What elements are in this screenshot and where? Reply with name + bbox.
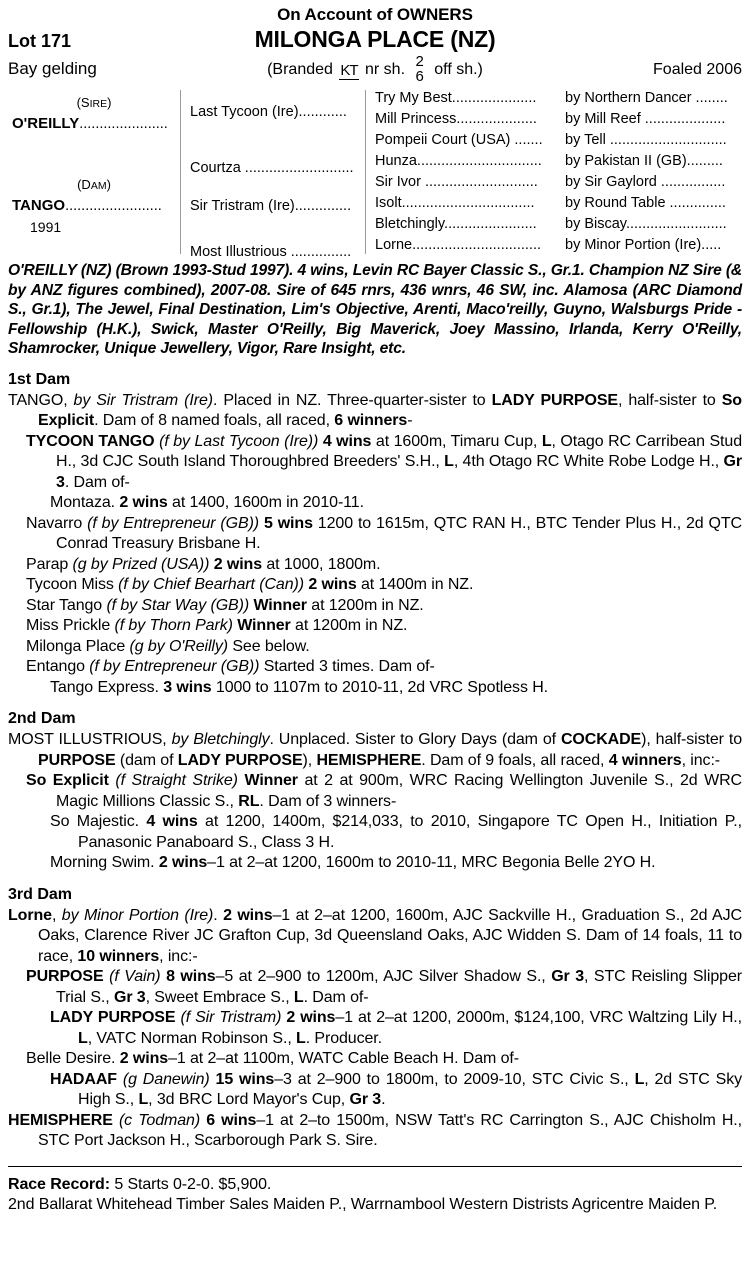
gen4-entry: by Tell ............................. bbox=[565, 132, 727, 148]
pedigree-entry: HEMISPHERE (c Todman) 6 wins–1 at 2–to 1500m, NSW Tatt's RC Carrington S., AJC Chisholm H., STC Port Jackson H., Scarborough Park S. Sire. bbox=[8, 1111, 742, 1149]
dam-year: 1991 bbox=[30, 219, 62, 235]
pedigree-col-gen4 bbox=[555, 88, 742, 256]
pedigree-col-gen2 bbox=[180, 88, 365, 260]
pedigree-entry: Entango (f by Entrepreneur (GB)) Started 3 times. Dam of- bbox=[26, 658, 435, 675]
colour-sex: Bay gelding bbox=[8, 59, 97, 78]
brand-mark-icon: KT bbox=[340, 62, 358, 79]
gen4-entry: by Northern Dancer ........ bbox=[565, 90, 728, 106]
foaled-year: Foaled 2006 bbox=[653, 61, 742, 78]
pedigree-gen2-cell bbox=[180, 130, 365, 176]
pedigree-entry: Montaza. 2 wins at 1400, 1600m in 2010-11. bbox=[50, 494, 364, 511]
brand-denominator: 6 bbox=[415, 68, 424, 85]
pedigree-entry: MOST ILLUSTRIOUS, by Bletchingly. Unplaced. Sister to Glory Days (dam of COCKADE), half-sister to PURPOSE (dam of LADY PURPOSE), HEMISPHERE. Dam of 9 foals, all raced, 4 winners, inc:- bbox=[8, 731, 742, 769]
pedigree-entry: Morning Swim. 2 wins–1 at 2–at 1200, 1600m to 2010-11, MRC Begonia Belle 2YO H. bbox=[50, 854, 656, 871]
dam-heading: 3rd Dam bbox=[8, 885, 73, 903]
branded-near-shoulder: nr sh. bbox=[365, 61, 406, 78]
gen4-entry: by Mill Reef .................... bbox=[565, 111, 726, 127]
branded-prefix: (Branded bbox=[267, 61, 333, 78]
pedigree-entry: Belle Desire. 2 wins–1 at 2–at 1100m, WATC Cable Beach H. Dam of- bbox=[26, 1050, 519, 1067]
sire-summary: O'REILLY (NZ) (Brown 1993-Stud 1997). 4 wins, Levin RC Bayer Classic S., Gr.1. Champion NZ Sire (& by ANZ figures combined), 2007-08. Sire of 645 rnrs, 436 wnrs, 46 SW, inc. Alamosa (ARC Diamond S., Gr.1), The Jewel, Final Destination, Lim's Objective, Arenti, Maco'reilly, Guyno, Walsburgs Pride - Fellowship (H.K.), Swick, Master O'Reilly, Big Maverick, Joey Massino, Irlanda, Kerry O'Reilly, Shamrocker, Unique Jewellery, Vigor, Rare Insight, etc. bbox=[8, 262, 742, 357]
pedigree-dam-cell bbox=[8, 172, 180, 256]
race-record-summary-line bbox=[8, 1175, 742, 1196]
pedigree-entry: Parap (g by Prized (USA)) 2 wins at 1000, 1800m. bbox=[26, 555, 381, 573]
dam-body bbox=[8, 391, 742, 699]
pedigree-entry: Navarro (f by Entrepreneur (GB)) 5 wins 1200 to 1615m, QTC RAN H., BTC Tender Plus H., 2d QTC Conrad Treasury Brisbane H. bbox=[26, 514, 742, 552]
pedigree-entry: PURPOSE (f Vain) 8 wins–5 at 2–900 to 1200m, AJC Silver Shadow S., Gr 3, STC Reisling Slipper Trial S., Gr 3, Sweet Embrace S., L. Dam of- bbox=[26, 968, 742, 1006]
sire-dots: ...................... bbox=[79, 116, 168, 132]
dam-dots: ........................ bbox=[65, 198, 162, 214]
lot-number: Lot 171 bbox=[8, 31, 72, 51]
branded-off-shoulder: off sh.) bbox=[434, 61, 483, 78]
pedigree-gen2-cell bbox=[180, 214, 365, 260]
gen2-entry: Last Tycoon (Ire)............ bbox=[190, 104, 347, 120]
dam-name: TANGO bbox=[12, 197, 66, 214]
gen4-entry: by Minor Portion (Ire)..... bbox=[565, 237, 722, 253]
pedigree-entry: Tango Express. 3 wins 1000 to 1107m to 2010-11, 2d VRC Spotless H. bbox=[50, 678, 548, 696]
header-row-details bbox=[8, 54, 742, 84]
pedigree-gen2-cell bbox=[180, 172, 365, 214]
sire-label: (SIRE) bbox=[76, 95, 112, 110]
gen4-entry: by Sir Gaylord ................ bbox=[565, 174, 726, 190]
gen3-entry: Hunza............................... bbox=[375, 153, 542, 169]
race-record-placings: 2nd Ballarat Whitehead Timber Sales Maiden P., Warrnambool Western Distrists Agricentre Maiden P. bbox=[8, 1196, 718, 1213]
race-record-summary: 5 Starts 0-2-0. $5,900. bbox=[114, 1175, 272, 1193]
pedigree-entry: LADY PURPOSE (f Sir Tristram) 2 wins–1 at 2–at 1200, 2000m, $124,100, VRC Waltzing Lily H., L, VATC Norman Robinson S., L. Producer. bbox=[50, 1009, 742, 1047]
gen3-entry: Pompeii Court (USA) ....... bbox=[375, 132, 543, 148]
gen3-entry: Lorne................................ bbox=[375, 237, 541, 253]
section-divider bbox=[8, 1166, 742, 1167]
gen3-entry: Bletchingly....................... bbox=[375, 216, 537, 232]
gen4-entry: by Biscay......................... bbox=[565, 216, 727, 232]
dam-body bbox=[8, 730, 742, 874]
dam-heading: 2nd Dam bbox=[8, 710, 76, 727]
gen3-entry: Mill Princess.................... bbox=[375, 111, 537, 127]
brand-number-stack bbox=[415, 54, 423, 84]
gen4-entry: by Pakistan II (GB)......... bbox=[565, 153, 723, 169]
pedigree-entry: Lorne, by Minor Portion (Ire). 2 wins–1 at 2–at 1200, 1600m, AJC Sackville H., Graduation S., 2d AJC Oaks, Clarence River JC Grafton Cup, 3d Queensland Oaks, AJC Widden S. Dam of 14 foals, 11 to race, 10 winners, inc:- bbox=[8, 906, 742, 965]
race-record-label: Race Record: bbox=[8, 1175, 110, 1193]
pedigree-entry: TANGO, by Sir Tristram (Ire). Placed in NZ. Three-quarter-sister to LADY PURPOSE, half-sister to So Explicit. Dam of 8 named foals, all raced, 6 winners- bbox=[8, 391, 742, 429]
gen3-entry: Isolt................................. bbox=[375, 195, 535, 211]
brand-numerator: 2 bbox=[415, 53, 424, 70]
dam-sections bbox=[8, 369, 742, 1152]
dam-body bbox=[8, 906, 742, 1152]
pedigree-entry: HADAAF (g Danewin) 15 wins–3 at 2–900 to 1800m, to 2009-10, STC Civic S., L, 2d STC Sky High S., L, 3d BRC Lord Mayor's Cup, Gr 3. bbox=[50, 1070, 742, 1108]
pedigree-entry: TYCOON TANGO (f by Last Tycoon (Ire)) 4 wins at 1600m, Timaru Cup, L, Otago RC Carribean Stud H., 3d CJC South Island Thoroughbred Breeders' S.H., L, 4th Otago RC White Robe Lodge H., Gr 3. Dam of- bbox=[26, 432, 742, 491]
horse-name: MILONGA PLACE (NZ) bbox=[254, 26, 496, 52]
pedigree-entry: Star Tango (f by Star Way (GB)) Winner at 1200m in NZ. bbox=[26, 596, 424, 614]
header-row-name bbox=[8, 25, 742, 54]
race-record bbox=[8, 1175, 742, 1216]
dam-heading: 1st Dam bbox=[8, 370, 71, 388]
pedigree-entry: Tycoon Miss (f by Chief Bearhart (Can)) 2 wins at 1400m in NZ. bbox=[26, 576, 474, 593]
gen2-entry: Courtza ........................... bbox=[190, 160, 354, 176]
sire-name: O'REILLY bbox=[12, 115, 80, 132]
pedigree-col-gen3 bbox=[365, 88, 555, 256]
gen2-entry: Most Illustrious ............... bbox=[190, 244, 352, 260]
pedigree-entry: So Majestic. 4 wins at 1200, 1400m, $214,033, to 2010, Singapore TC Open H., Initiation P., Panasonic Panaboard S., Class 3 H. bbox=[50, 813, 742, 851]
gen3-entry: Try My Best..................... bbox=[375, 90, 537, 106]
pedigree-entry: So Explicit (f Straight Strike) Winner at 2 at 900m, WRC Racing Wellington Juvenile S., 2d WRC Magic Millions Classic S., RL. Dam of 3 winners- bbox=[26, 772, 742, 810]
pedigree-gen2-cell bbox=[180, 88, 365, 130]
dam-label: (DAM) bbox=[77, 177, 111, 192]
pedigree-entry: Milonga Place (g by O'Reilly) See below. bbox=[26, 637, 310, 655]
gen3-entry: Sir Ivor ............................ bbox=[375, 174, 538, 190]
gen4-entry: by Round Table .............. bbox=[565, 195, 726, 211]
pedigree-divider-2 bbox=[365, 90, 366, 254]
pedigree-table bbox=[8, 88, 742, 260]
gen2-entry: Sir Tristram (Ire).............. bbox=[190, 198, 352, 214]
pedigree-entry: Miss Prickle (f by Thorn Park) Winner at 1200m in NZ. bbox=[26, 617, 408, 634]
pedigree-col-gen1 bbox=[8, 88, 180, 256]
account-line: On Account of OWNERS bbox=[277, 5, 473, 24]
brand-description bbox=[188, 54, 562, 84]
pedigree-sire-cell bbox=[8, 88, 180, 172]
